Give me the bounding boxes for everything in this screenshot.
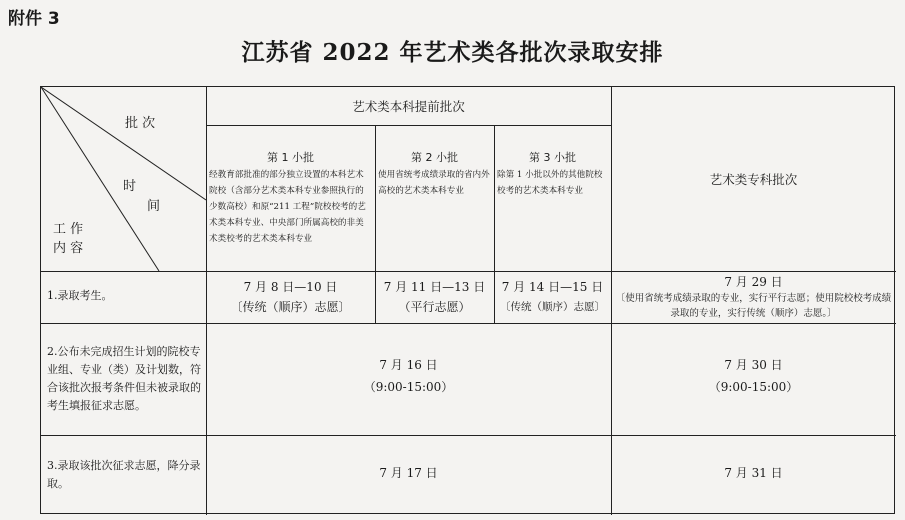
header-early-batch: 艺术类本科提前批次 xyxy=(352,99,465,114)
header-sub1-desc: 经教育部批准的部分独立设置的本科艺术院校（含部分艺术类本科专业参照执行的少数高校）和原“211 工程”院校校考的艺术类本科专业、中央部门所属高校的非美术类校考的艺术类本科专业 xyxy=(209,170,366,244)
corner-work-label-2: 内 容 xyxy=(53,241,84,256)
header-sub2-title: 第 2 小批 xyxy=(411,151,458,164)
header-sub3-title: 第 3 小批 xyxy=(529,151,576,164)
divider-row-2 xyxy=(41,323,896,324)
row1-sub1-date: 7 月 8 日—10 日 xyxy=(243,279,338,294)
divider-early-header xyxy=(206,125,611,126)
attachment-label: 附件 3 xyxy=(8,9,60,29)
corner-batch-label: 批 次 xyxy=(125,116,156,131)
divider-row-3 xyxy=(41,435,896,436)
header-sub1-title: 第 1 小批 xyxy=(267,151,314,164)
page-title: 江苏省 2022 年艺术类各批次录取安排 xyxy=(241,39,664,66)
row2-early-date: 7 月 16 日 xyxy=(379,357,438,372)
row2-college-time: （9:00-15:00） xyxy=(708,379,799,394)
corner-time-label-1: 时 xyxy=(123,179,137,194)
row3-task: 3.录取该批次征求志愿，降分录取。 xyxy=(47,459,201,490)
row1-sub3-note: 〔传统（顺序）志愿〕 xyxy=(500,300,605,313)
header-sub2-desc: 使用省统考成绩录取的省内外高校的艺术类本科专业 xyxy=(378,170,490,196)
row1-sub2-date: 7 月 11 日—13 日 xyxy=(383,279,486,294)
row1-task: 1.录取考生。 xyxy=(47,289,113,302)
row3-early-date: 7 月 17 日 xyxy=(379,465,438,480)
row1-sub3-date: 7 月 14 日—15 日 xyxy=(501,279,604,294)
row1-college-note: 〔使用省统考成绩录取的专业，实行平行志愿；使用院校校考成绩录取的专业，实行传统（顺序）志愿。〕 xyxy=(615,293,892,319)
row1-sub2-note: （平行志愿） xyxy=(398,299,471,314)
row2-task: 2.公布未完成招生计划的院校专业组、专业（类）及计划数，符合该批次报考条件但未被录取的考生填报征求志愿。 xyxy=(47,345,201,412)
schedule-table xyxy=(40,86,895,514)
row2-early-time: （9:00-15:00） xyxy=(363,379,454,394)
header-sub3-desc: 除第 1 小批以外的其他院校校考的艺术类本科专业 xyxy=(497,170,603,196)
corner-time-label-2: 间 xyxy=(147,199,161,214)
row1-sub1-note: 〔传统（顺序）志愿〕 xyxy=(230,299,351,314)
header-college-batch: 艺术类专科批次 xyxy=(709,172,798,187)
corner-work-label-1: 工 作 xyxy=(53,222,84,237)
row1-college-date: 7 月 29 日 xyxy=(724,274,783,289)
row3-college-date: 7 月 31 日 xyxy=(724,465,783,480)
row2-college-date: 7 月 30 日 xyxy=(724,357,783,372)
